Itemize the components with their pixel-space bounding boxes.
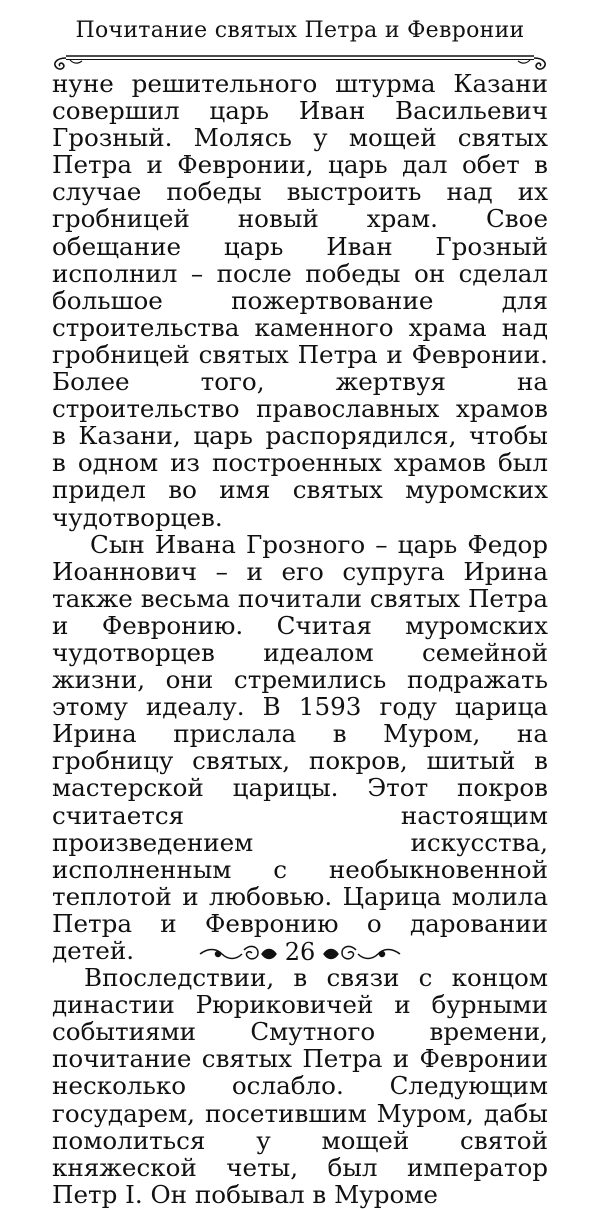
page-footer	[0, 936, 600, 976]
paragraph: Сын Ивана Грозного – царь Федор Иоаннович – и его супруга Ирина также весьма почитали святых Петра и Февронию. Считая муромских чудотворцев идеалом семейной жизни, они стремились подражать этому идеалу. В 1593 году царица Ирина прислала в Муром, на гробницу святых, покров, шитый в мастерской царицы. Этот покров считается настоящим произведением искусства, исполненным с необыкновенной теплотой и любовью. Царица молила Петра и Февронию о даровании детей.	[52, 529, 548, 965]
page-number: 26	[284, 938, 316, 966]
running-header: Почитание святых Петра и Февронии	[75, 18, 525, 43]
paragraph: нуне решительного штурма Казани совершил царь Иван Васильевич Грозный. Молясь у мощей святых Петра и Февронии, царь дал обет в случае победы выстроить над их гробницей новый храм. Свое обещание царь Иван Грозный исполнил – после победы он сделал большое пожертвование для строительства каменного храма над гробницей святых Петра и Февронии. Более того, жертвуя на строительство православных храмов в Казани, царь распорядился, чтобы в одном из построенных храмов был придел во имя святых муромских чудотворцев.	[52, 69, 548, 532]
paragraph: Впоследствии, в связи с концом династии Рюриковичей и бурными событиями Смутного времени, почитание святых Петра и Февронии несколько ослабло. Следующим государем, посетившим Муром, дабы помолиться у мощей святой княжеской четы, был император Петр I. Он побывал в Муроме	[52, 963, 548, 1209]
body-text	[52, 70, 548, 1208]
